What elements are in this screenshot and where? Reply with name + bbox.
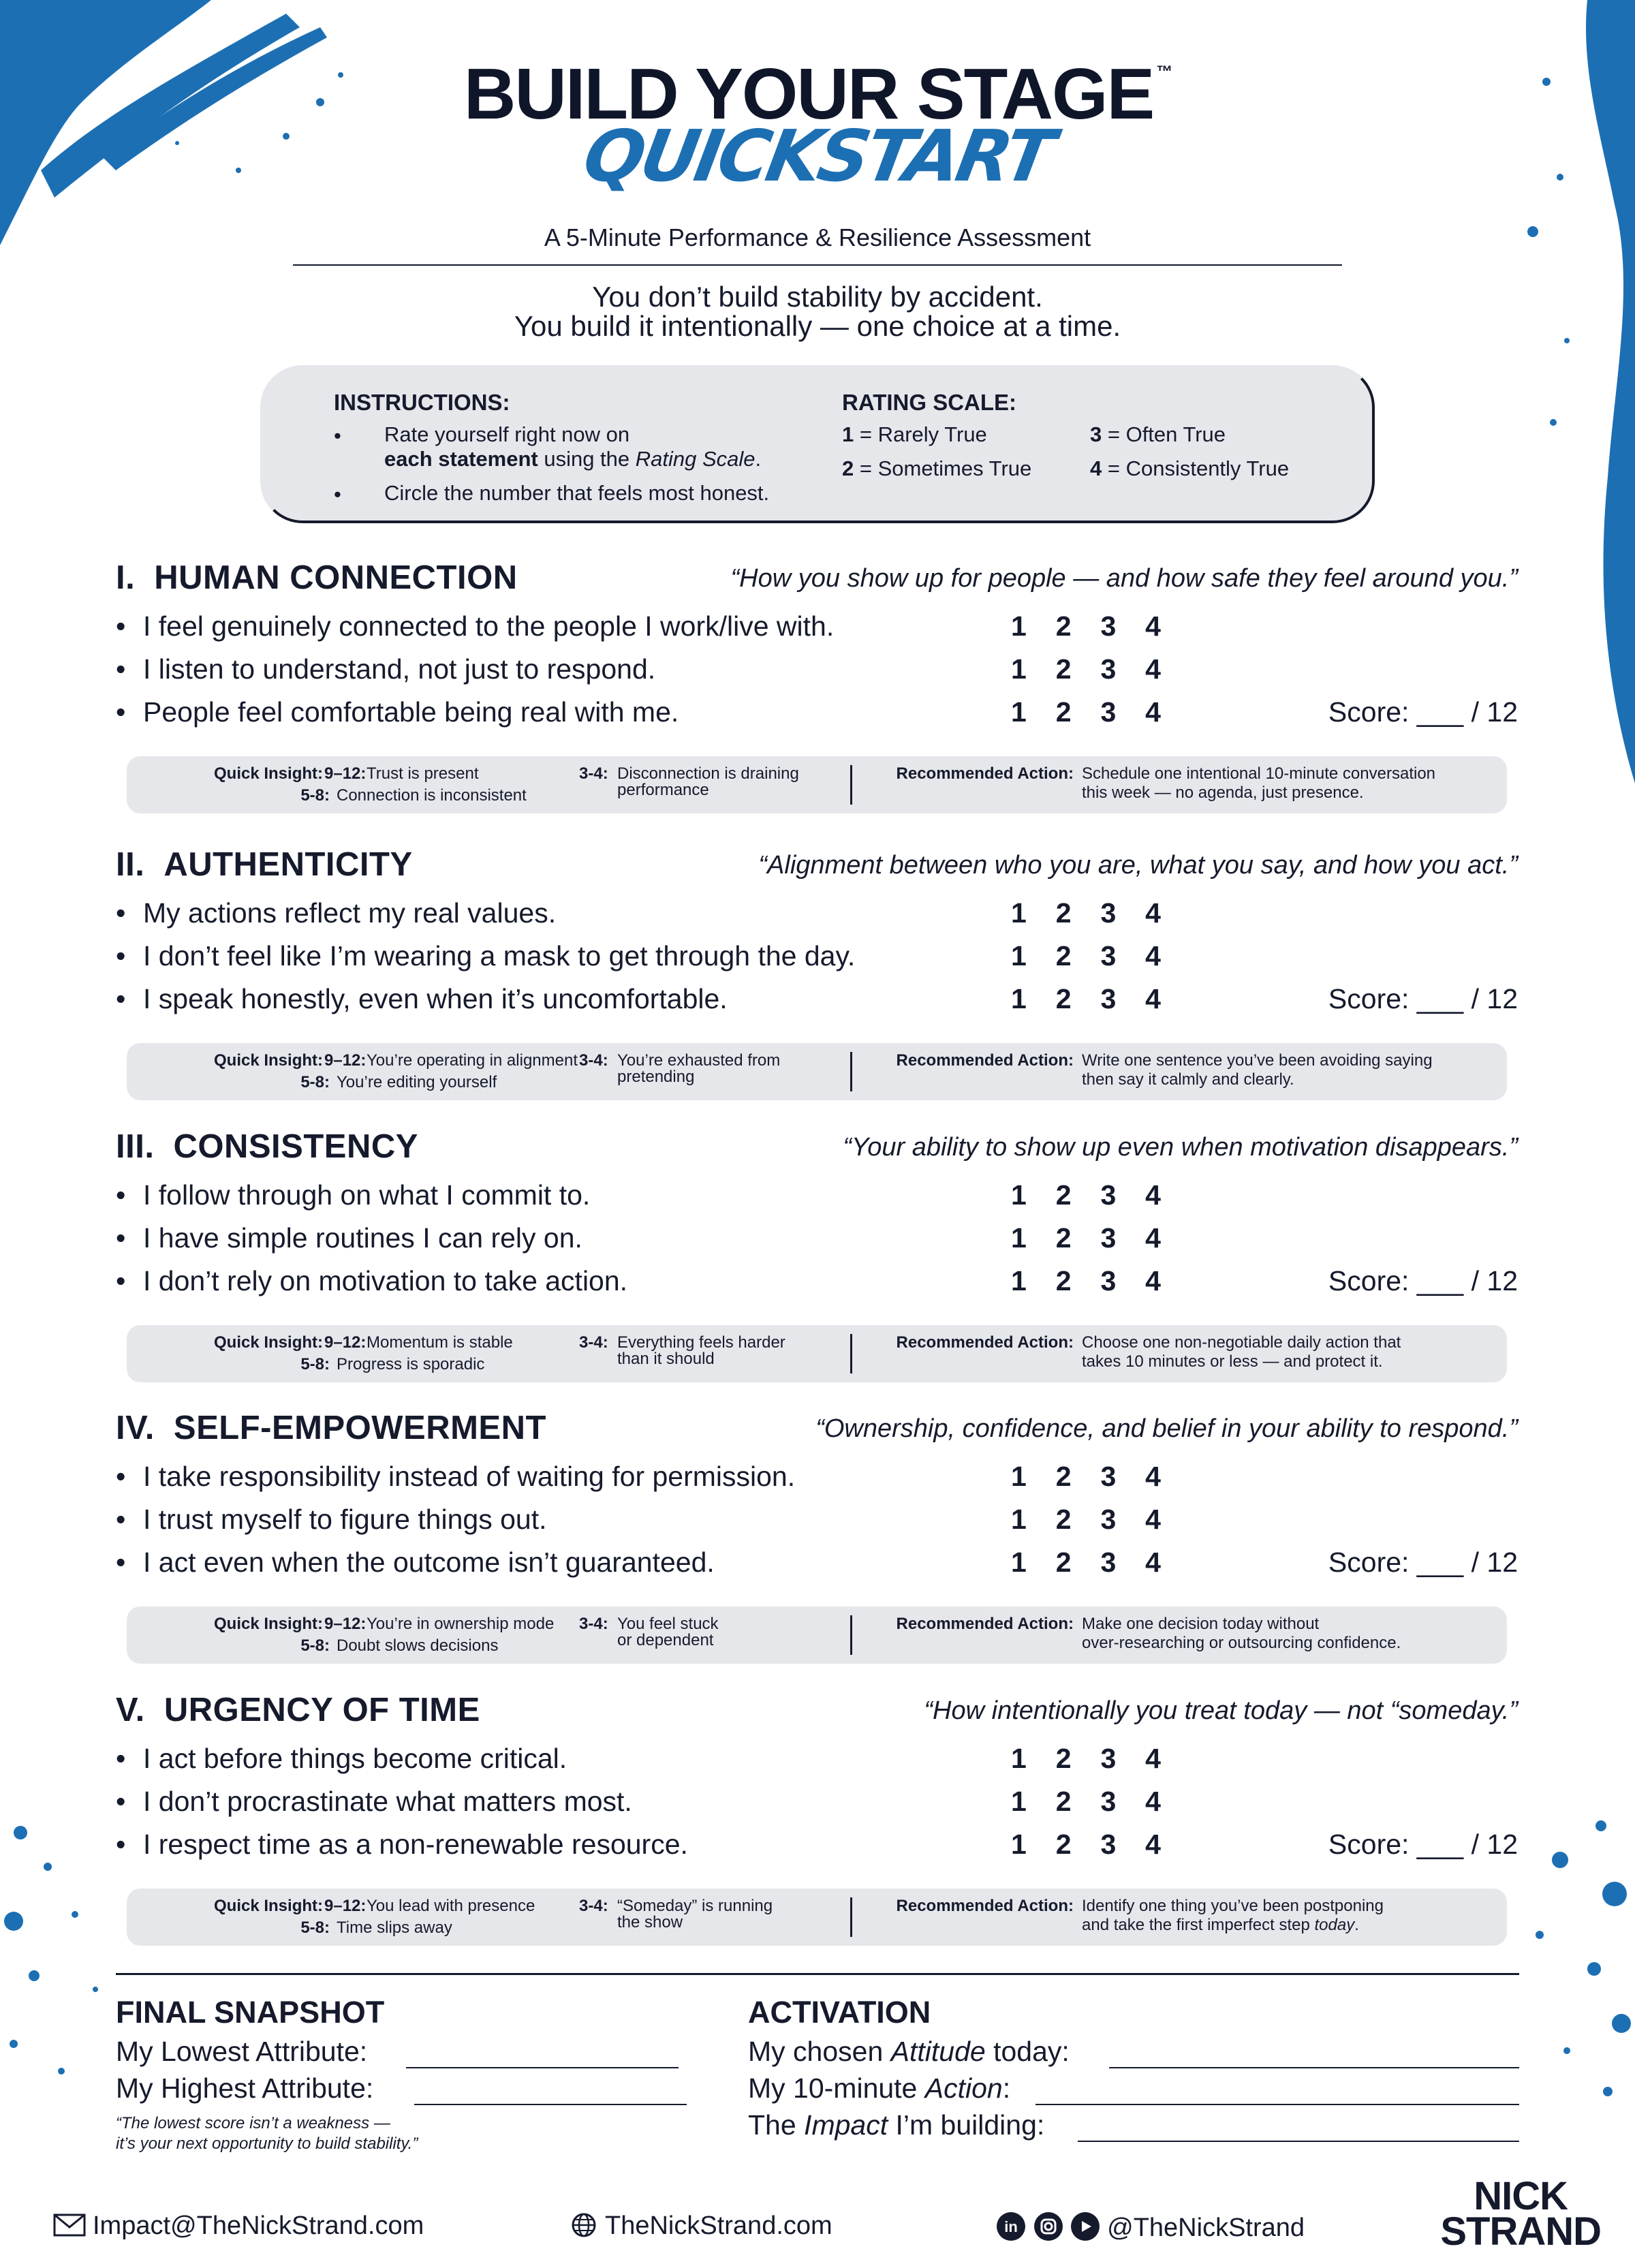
bullet: • [116,653,126,685]
label-italic: Impact [804,2109,888,2141]
recommended-action-part: and take the first imperfect step [1082,1916,1315,1934]
attitude-field[interactable] [1109,2067,1519,2068]
divider [850,765,852,805]
instructions-heading: INSTRUCTIONS: [334,390,510,415]
label-text: : [1002,2072,1011,2104]
low-insight-1: Everything feels harder [617,1333,785,1352]
rating-option-1[interactable]: 1 [1011,1461,1027,1492]
rating-option-2[interactable]: 2 [1055,696,1072,728]
logo-line-1: NICK [1474,2174,1568,2218]
scale-label: = Often True [1102,422,1226,446]
bullet: • [116,897,126,929]
recommended-action-label: Recommended Action: [896,1051,1074,1070]
mail-icon [53,2213,86,2237]
section-roman: III. [116,1128,155,1165]
low-range: 3-4: [579,1051,608,1070]
recommended-action-1: Schedule one intentional 10-minute conversation [1082,764,1436,783]
rating-option-4[interactable]: 4 [1145,983,1161,1014]
mid-range: 5-8: [300,1636,330,1655]
rating-option-4[interactable]: 4 [1145,1461,1161,1492]
bullet: • [116,1547,126,1578]
bullet: • [334,424,341,448]
rating-option-3[interactable]: 3 [1100,1829,1117,1860]
email-text[interactable]: Impact@TheNickStrand.com [93,2211,424,2240]
rating-option-2[interactable]: 2 [1055,1179,1072,1211]
statement-text: People feel comfortable being real with me. [143,696,679,728]
rating-option-3[interactable]: 3 [1100,1743,1117,1774]
section-roman: II. [116,846,145,883]
section-heading [116,1691,480,1729]
low-insight-2: the show [617,1913,683,1931]
scale-num: 3 [1090,422,1102,446]
scale-num: 2 [842,456,854,480]
mid-insight: Doubt slows decisions [337,1636,499,1655]
bullet: • [116,1179,126,1211]
rating-option-3[interactable]: 3 [1100,653,1117,685]
brand-logo [1440,2174,1601,2254]
rating-option-1[interactable]: 1 [1011,1743,1027,1774]
rating-options [1011,1222,1161,1254]
section-quote: “Ownership, confidence, and belief in your ability to respond.” [815,1414,1518,1443]
rating-option-2[interactable]: 2 [1055,1786,1072,1817]
rating-option-2[interactable]: 2 [1055,1265,1072,1296]
rating-option-4[interactable]: 4 [1145,1504,1161,1535]
rating-option-2[interactable]: 2 [1055,1829,1072,1860]
rating-options [1011,696,1161,728]
highest-attribute-label: My Highest Attribute: [116,2072,374,2104]
label-italic: Attitude [890,2036,986,2067]
rating-options [1011,1504,1161,1536]
rating-option-2[interactable]: 2 [1055,610,1072,642]
final-note-line-1: “The lowest score isn’t a weakness — [116,2114,390,2132]
youtube-icon[interactable] [1070,2211,1100,2241]
high-insight: Momentum is stable [367,1333,513,1352]
label-text: I’m building: [888,2109,1045,2141]
divider [850,1615,852,1655]
divider [116,1973,1519,1975]
instruction-2: Circle the number that feels most honest. [384,481,770,505]
recommended-action-label: Recommended Action: [896,1897,1074,1915]
paint-splash-bottom-right [1499,1805,1635,2180]
rating-options [1011,897,1161,929]
statement-text: I act before things become critical. [143,1743,567,1774]
score-field[interactable]: Score: ___ / 12 [1328,983,1518,1014]
bullet: • [116,1222,126,1254]
rating-option-4[interactable]: 4 [1145,897,1161,929]
rating-option-4[interactable]: 4 [1145,1829,1161,1860]
rating-option-4[interactable]: 4 [1145,1179,1161,1211]
recommended-action-2: takes 10 minutes or less — and protect it. [1082,1352,1383,1371]
rating-option-3[interactable]: 3 [1100,1504,1117,1535]
rating-option-2[interactable]: 2 [1055,983,1072,1014]
rating-option-1[interactable]: 1 [1011,897,1027,929]
section-roman: I. [116,559,136,596]
statement-text: I feel genuinely connected to the people I work/live with. [143,610,835,642]
low-insight-1: “Someday” is running [617,1897,773,1915]
rating-option-1[interactable]: 1 [1011,1179,1027,1211]
section-quote: “Alignment between who you are, what you say, and how you act.” [758,851,1518,880]
activation-heading: ACTIVATION [748,1995,931,2030]
rating-option-3[interactable]: 3 [1100,940,1117,972]
statement-text: I don’t procrastinate what matters most. [143,1786,632,1817]
rating-option-2[interactable]: 2 [1055,1547,1072,1578]
score-field[interactable]: Score: ___ / 12 [1328,1829,1518,1860]
rating-options [1011,1743,1161,1775]
rating-option-2[interactable]: 2 [1055,940,1072,972]
bullet: • [116,696,126,728]
rating-option-4[interactable]: 4 [1145,940,1161,972]
high-insight: Trust is present [367,764,479,783]
bullet: • [116,1461,126,1492]
statement-text: I trust myself to figure things out. [143,1504,547,1535]
final-note-line-2: it’s your next opportunity to build stability.” [116,2134,418,2153]
scale-2 [842,456,1031,481]
mid-range: 5-8: [300,786,330,805]
statement-text: I take responsibility instead of waiting for permission. [143,1461,796,1492]
recommended-action-1: Identify one thing you’ve been postponing [1082,1897,1384,1915]
low-insight-2: performance [617,781,709,799]
scale-label: = Consistently True [1102,456,1290,480]
scale-1 [842,422,987,447]
section-quote: “Your ability to show up even when motivation disappears.” [843,1133,1518,1162]
score-field[interactable]: Score: ___ / 12 [1328,696,1518,728]
tagline [0,282,1635,341]
svg-text:in: in [1004,2218,1018,2235]
low-insight-2: than it should [617,1350,715,1368]
statement-text: I don’t rely on motivation to take action. [143,1265,628,1296]
rating-option-4[interactable]: 4 [1145,1743,1161,1774]
label-italic: Action [924,2072,1003,2104]
rating-options [1011,1265,1161,1297]
bullet: • [116,1265,126,1296]
low-insight-2: pretending [617,1068,695,1086]
low-insight-1: You feel stuck [617,1615,719,1633]
rating-option-3[interactable]: 3 [1100,1179,1117,1211]
rating-option-1[interactable]: 1 [1011,610,1027,642]
rating-option-3[interactable]: 3 [1100,1265,1117,1296]
bullet: • [116,1743,126,1774]
recommended-action-label: Recommended Action: [896,1615,1074,1633]
attitude-label [748,2036,1070,2068]
rating-options [1011,1179,1161,1211]
rating-option-3[interactable]: 3 [1100,1547,1117,1578]
label-text: today: [985,2036,1070,2067]
section-roman: IV. [116,1410,155,1446]
high-range: 9–12: [324,1615,367,1633]
globe-icon [571,2212,597,2238]
recommended-action-2 [1082,1914,1359,1936]
tagline-line-2: You build it intentionally — one choice at a time. [514,310,1121,342]
title-text: BUILD YOUR STAGE [463,54,1154,134]
section-title: URGENCY OF TIME [164,1692,480,1728]
rating-option-1[interactable]: 1 [1011,1265,1027,1296]
rating-options [1011,1829,1161,1861]
subtitle: A 5-Minute Performance & Resilience Assessment [544,223,1091,251]
low-insight-1: Disconnection is draining [617,764,799,783]
rating-options [1011,653,1161,685]
rating-option-4[interactable]: 4 [1145,1222,1161,1254]
rating-option-4[interactable]: 4 [1145,1265,1161,1296]
rating-options [1011,1547,1161,1579]
rating-option-4[interactable]: 4 [1145,610,1161,642]
low-range: 3-4: [579,1897,608,1915]
section-quote: “How you show up for people — and how safe they feel around you.” [730,564,1518,593]
recommended-action-part: today [1314,1916,1355,1934]
rating-option-1[interactable]: 1 [1011,696,1027,728]
rating-option-4[interactable]: 4 [1145,1786,1161,1817]
low-range: 3-4: [579,764,608,783]
section-heading [116,845,413,884]
recommended-action-2: over-researching or outsourcing confidence. [1082,1634,1401,1652]
impact-label [748,2109,1044,2141]
rating-option-2[interactable]: 2 [1055,1222,1072,1254]
recommended-action-2: this week — no agenda, just presence. [1082,783,1364,802]
rating-option-3[interactable]: 3 [1100,983,1117,1014]
instagram-icon[interactable] [1033,2211,1063,2241]
rating-option-4[interactable]: 4 [1145,1547,1161,1578]
rating-option-3[interactable]: 3 [1100,696,1117,728]
website-contact[interactable] [571,2211,832,2241]
trademark: ™ [1156,63,1172,81]
rating-option-1[interactable]: 1 [1011,940,1027,972]
quick-insight-bar [127,1325,1507,1382]
lowest-attribute-label: My Lowest Attribute: [116,2036,368,2067]
rating-option-3[interactable]: 3 [1100,1786,1117,1817]
scale-label: = Rarely True [854,422,987,446]
mid-insight: You’re editing yourself [337,1073,497,1091]
rating-option-2[interactable]: 2 [1055,653,1072,685]
scale-3 [1090,422,1226,447]
section-heading [116,559,518,597]
instruction-1b [384,447,761,471]
high-range: 9–12: [324,764,367,783]
statement-text: I act even when the outcome isn’t guaranteed. [143,1547,715,1578]
logo-line-2: STRAND [1440,2209,1601,2254]
recommended-action-2: then say it calmly and clearly. [1082,1070,1294,1089]
rating-options [1011,983,1161,1015]
rating-option-3[interactable]: 3 [1100,1461,1117,1492]
rating-option-4[interactable]: 4 [1145,696,1161,728]
recommended-action-part: . [1354,1916,1359,1934]
mid-insight: Connection is inconsistent [337,786,527,805]
mid-range: 5-8: [300,1073,330,1091]
recommended-action-label: Recommended Action: [896,764,1074,783]
section-title: HUMAN CONNECTION [154,559,518,596]
rating-option-1[interactable]: 1 [1011,653,1027,685]
bullet: • [116,610,126,642]
score-field[interactable]: Score: ___ / 12 [1328,1547,1518,1578]
statement-text: I follow through on what I commit to. [143,1179,591,1211]
rating-option-1[interactable]: 1 [1011,1786,1027,1817]
quick-insight-bar [127,1606,1507,1664]
section-quote: “How intentionally you treat today — not “someday.” [924,1696,1518,1725]
mid-insight: Progress is sporadic [337,1355,485,1373]
rating-option-4[interactable]: 4 [1145,653,1161,685]
low-range: 3-4: [579,1333,608,1352]
rating-options [1011,1786,1161,1818]
section-title: SELF-EMPOWERMENT [173,1410,546,1446]
label-text: My chosen [748,2036,891,2067]
recommended-action-label: Recommended Action: [896,1333,1074,1352]
section-heading [116,1409,546,1447]
final-snapshot-heading: FINAL SNAPSHOT [116,1995,385,2030]
rating-option-2[interactable]: 2 [1055,1743,1072,1774]
section-title: CONSISTENCY [173,1128,418,1165]
bullet: • [334,482,341,506]
rating-option-1[interactable]: 1 [1011,983,1027,1014]
recommended-action-1: Write one sentence you’ve been avoiding saying [1082,1051,1433,1070]
quick-insight-label: Quick Insight: [213,1051,323,1070]
instruction-rest: using the [538,447,636,471]
linkedin-icon[interactable] [996,2211,1026,2241]
label-text: My 10-minute [748,2072,925,2104]
highest-attribute-field[interactable] [414,2104,687,2105]
statement-text: I have simple routines I can rely on. [143,1222,582,1254]
scale-num: 4 [1090,456,1102,480]
social-contact[interactable] [996,2211,1305,2243]
high-insight: You’re in ownership mode [367,1615,555,1633]
statement-text: My actions reflect my real values. [143,897,557,929]
high-range: 9–12: [324,1333,367,1352]
scale-num: 1 [842,422,854,446]
mid-range: 5-8: [300,1919,330,1937]
bullet: • [116,1504,126,1535]
divider [850,1052,852,1091]
lowest-attribute-field[interactable] [406,2067,679,2068]
impact-field[interactable] [1078,2141,1519,2142]
instructions-panel [260,365,1375,523]
mid-insight: Time slips away [337,1919,452,1937]
rating-option-3[interactable]: 3 [1100,610,1117,642]
scale-label: = Sometimes True [854,456,1032,480]
divider [850,1334,852,1373]
final-note [116,2113,418,2154]
mid-range: 5-8: [300,1355,330,1373]
quick-insight-bar [127,1889,1507,1946]
divider [293,264,1342,266]
low-insight-1: You’re exhausted from [617,1051,781,1070]
recommended-action-1: Choose one non-negotiable daily action that [1082,1333,1401,1352]
statement-text: I speak honestly, even when it’s uncomfortable. [143,983,728,1014]
rating-scale-heading: RATING SCALE: [842,390,1017,415]
quick-insight-bar [127,756,1507,813]
quick-insight-label: Quick Insight: [213,1333,323,1352]
rating-option-1[interactable]: 1 [1011,1222,1027,1254]
rating-option-1[interactable]: 1 [1011,1547,1027,1578]
instruction-bold: each statement [384,447,538,471]
rating-option-2[interactable]: 2 [1055,1504,1072,1535]
action-label [748,2072,1010,2104]
bullet: • [116,1786,126,1817]
section-heading [116,1128,418,1166]
high-range: 9–12: [324,1897,367,1915]
action-field[interactable] [1036,2104,1519,2105]
recommended-action-1: Make one decision today without [1082,1615,1320,1633]
high-insight: You lead with presence [367,1897,535,1915]
script-title: QUICKSTART [577,114,1058,198]
email-contact[interactable] [53,2211,424,2241]
low-insight-2: or dependent [617,1631,714,1649]
scale-4 [1090,456,1289,481]
quick-insight-label: Quick Insight: [213,1615,323,1633]
rating-option-1[interactable]: 1 [1011,1829,1027,1860]
low-range: 3-4: [579,1615,608,1633]
rating-options [1011,1461,1161,1493]
instruction-end: . [755,447,762,471]
rating-option-2[interactable]: 2 [1055,1461,1072,1492]
quick-insight-label: Quick Insight: [213,1897,323,1915]
section-roman: V. [116,1692,145,1728]
high-insight: You’re operating in alignment [367,1051,578,1070]
section-title: AUTHENTICITY [164,846,413,883]
statement-text: I respect time as a non-renewable resource. [143,1829,688,1860]
high-range: 9–12: [324,1051,367,1070]
statement-text: I don’t feel like I’m wearing a mask to get through the day. [143,940,856,972]
score-field[interactable]: Score: ___ / 12 [1328,1265,1518,1296]
bullet: • [116,1829,126,1860]
rating-option-2[interactable]: 2 [1055,897,1072,929]
quick-insight-bar [127,1043,1507,1100]
instruction-1 [384,422,761,471]
website-text[interactable]: TheNickStrand.com [605,2211,832,2240]
quick-insight-label: Quick Insight: [213,764,323,783]
statement-text: I listen to understand, not just to respond. [143,653,656,685]
divider [850,1897,852,1937]
tagline-line-1: You don’t build stability by accident. [592,281,1043,313]
rating-options [1011,610,1161,642]
social-handle[interactable]: @TheNickStrand [1107,2213,1305,2242]
rating-option-1[interactable]: 1 [1011,1504,1027,1535]
instruction-1a: Rate yourself right now on [384,422,630,446]
rating-options [1011,940,1161,972]
bullet: • [116,983,126,1014]
bullet: • [116,940,126,972]
rating-option-3[interactable]: 3 [1100,1222,1117,1254]
label-text: The [748,2109,805,2141]
rating-option-3[interactable]: 3 [1100,897,1117,929]
instruction-italic: Rating Scale [635,447,756,471]
